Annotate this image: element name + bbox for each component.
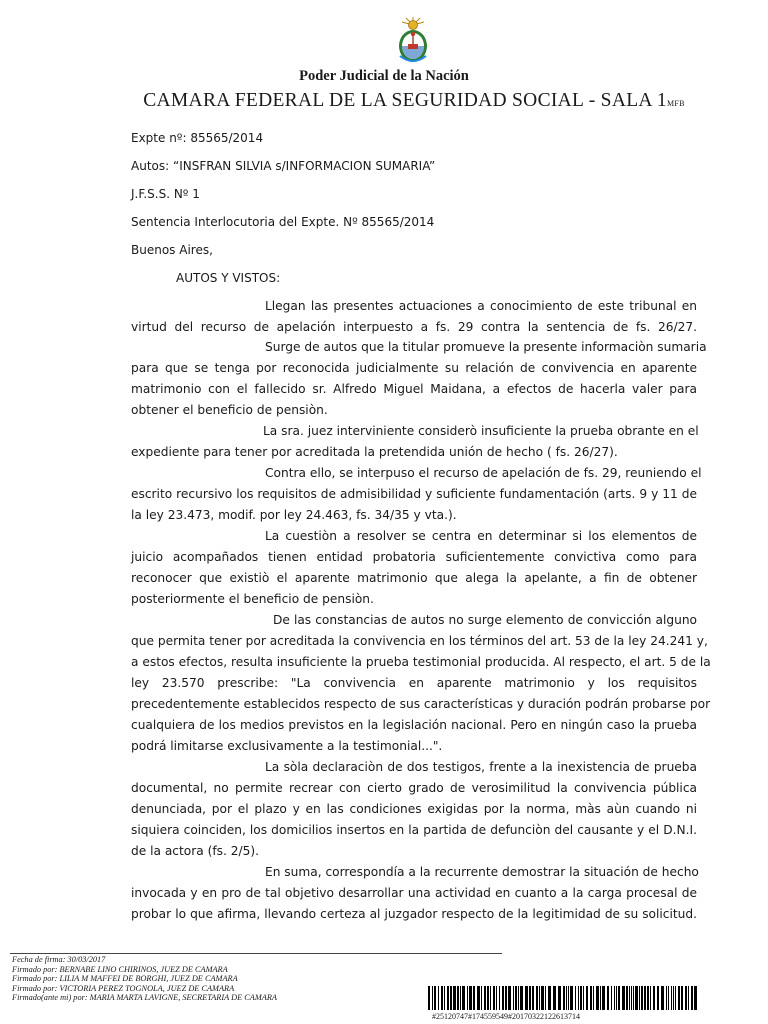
body-line: siquiera coinciden, los domicilios insertos en la partida de defunciòn del causante y el D.N.I. [131,823,697,837]
body-line: virtud del recurso de apelación interpuesto a fs. 29 contra la sentencia de fs. 26/27. [131,320,697,334]
court-code: MFB [666,99,685,108]
body-line: documental, no permite recrear con cierto grado de verosimilitud la convivencia pública [131,781,697,795]
body-line: Surge de autos que la titular promueve la presente informaciòn sumaria [265,340,707,354]
body-line: denunciada, por el plazo y en las condiciones exigidas por la norma, màs aùn cuando ni [131,802,697,816]
barcode-number: #25120747#174559549#20170322122613714 [432,1012,580,1021]
body-line: En suma, correspondía a la recurrente demostrar la situación de hecho [265,865,699,879]
signature-line: Firmado por: VICTORIA PEREZ TOGNOLA, JUEZ DE CAMARA [12,983,235,993]
body-line: expediente para tener por acreditada la pretendida unión de hecho ( fs. 26/27). [131,445,618,459]
body-line: precedentemente establecidos respecto de sus características y duración podrán probarse por [131,697,711,711]
case-title: Autos: “INSFRAN SILVIA s/INFORMACION SUMARIA” [131,159,436,173]
sentence-reference: Sentencia Interlocutoria del Expte. Nº 85565/2014 [131,215,435,229]
body-line: matrimonio con el fallecido sr. Alfredo Miguel Maidana, a efectos de hacerla valer para [131,382,697,396]
body-line: que permita tener por acreditada la convivencia en los términos del art. 53 de la ley 24.241 y, [131,634,708,648]
footer-divider [10,953,502,954]
signature-date: Fecha de firma: 30/03/2017 [12,955,106,964]
body-line: la ley 23.473, modif. por ley 24.463, fs. 34/35 y vta.). [131,508,457,522]
body-line: reconocer que existiò el aparente matrimonio que alega la apelante, a fin de obtener [131,571,697,585]
body-line: podrá limitarse exclusivamente a la testimonial...". [131,739,443,753]
barcode-icon [428,986,698,1010]
body-line: Llegan las presentes actuaciones a conocimiento de este tribunal en [265,299,697,313]
body-line: de la actora (fs. 2/5). [131,844,259,858]
body-line: posteriormente el beneficio de pensiòn. [131,592,374,606]
court-reference: J.F.S.S. Nº 1 [131,187,200,201]
city-date: Buenos Aires, [131,243,213,257]
body-line: cualquiera de los medios previstos en la legislación nacional. Pero en ningún caso la prueba [131,718,697,732]
argentine-coat-of-arms-icon [392,16,434,66]
body-line: para que se tenga por reconocida judicialmente su relación de convivencia en aparente [131,361,697,375]
section-heading: AUTOS Y VISTOS: [176,271,281,285]
body-line: juicio acompañados tienen entidad probatoria suficientemente convictiva como para [131,550,697,564]
body-line: De las constancias de autos no surge elemento de convicción alguno [273,613,697,627]
signature-line: Firmado por: BERNABE LINO CHIRINOS, JUEZ DE CAMARA [12,964,228,974]
body-line: obtener el beneficio de pensiòn. [131,403,328,417]
body-line: La sra. juez interviniente considerò insuficiente la prueba obrante en el [263,424,699,438]
file-number: Expte nº: 85565/2014 [131,131,264,145]
body-line: probar lo que afirma, llevando certeza al juzgador respecto de la legitimidad de su solicitud. [131,907,697,921]
body-line: escrito recursivo los requisitos de admisibilidad y suficiente fundamentación (arts. 9 y 11 de [131,487,697,501]
body-line: ley 23.570 prescribe: "La convivencia en aparente matrimonio y los requisitos [131,676,697,690]
body-line: invocada y en pro de tal objetivo desarrollar una actividad en cuanto a la carga procesal de [131,886,697,900]
body-line: a estos efectos, resulta insuficiente la prueba testimonial producida. Al respecto, el art. 5 de la [131,655,711,669]
signature-line: Firmado por: LILIA M MAFFEI DE BORGHI, JUEZ DE CAMARA [12,974,238,983]
organization-title: Poder Judicial de la Nación [299,68,469,84]
body-line: La sòla declaraciòn de dos testigos, frente a la inexistencia de prueba [265,760,697,774]
body-line: Contra ello, se interpuso el recurso de apelación de fs. 29, reuniendo el [265,466,702,480]
court-title: CAMARA FEDERAL DE LA SEGURIDAD SOCIAL - SALA 1MFB [143,90,685,111]
signature-line: Firmado(ante mi) por: MARIA MARTA LAVIGNE, SECRETARIA DE CAMARA [12,993,277,1002]
body-line: La cuestiòn a resolver se centra en determinar si los elementos de [265,529,697,543]
